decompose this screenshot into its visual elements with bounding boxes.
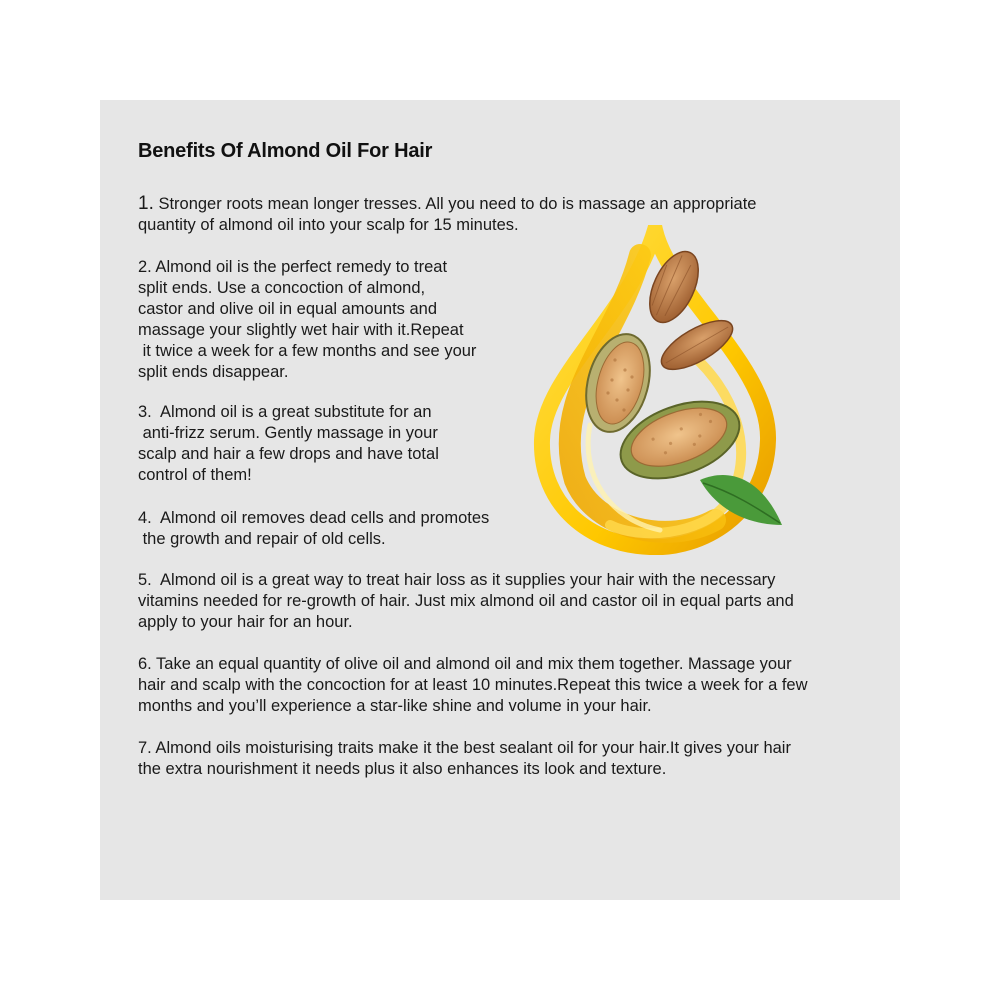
benefit-3: 3. Almond oil is a great substitute for an anti-frizz serum. Gently massage in your scalp and hair a few drops and have total control of them! (138, 403, 439, 484)
content-panel (100, 100, 900, 900)
benefit-6: 6. Take an equal quantity of olive oil and almond oil and mix them together. Massage your hair and scalp with the concoction for at least 10 minutes.Repeat this twice a week for a few months and you’ll experience a star-like shine and volume in your hair. (138, 655, 808, 715)
page-title: Benefits Of Almond Oil For Hair (138, 140, 433, 162)
benefit-7: 7. Almond oils moisturising traits make it the best sealant oil for your hair.It gives your hair the extra nourishment it needs plus it also enhances its look and texture. (138, 739, 791, 778)
benefit-2: 2. Almond oil is the perfect remedy to treat split ends. Use a concoction of almond, castor and olive oil in equal amounts and massage your slightly wet hair with it.Repeat it twice a week for a few months and see your split ends disappear. (138, 258, 477, 381)
almond-oil-drop-icon (520, 225, 790, 555)
benefit-5: 5. Almond oil is a great way to treat hair loss as it supplies your hair with the necessary vitamins needed for re-growth of hair. Just mix almond oil and castor oil in equal parts and apply to your hair for an hour. (138, 571, 794, 631)
benefit-1-text: Stronger roots mean longer tresses. All you need to do is massage an appropriate quantity of almond oil into your scalp for 15 minutes. (138, 195, 757, 234)
benefit-1-number: 1. (138, 193, 154, 214)
benefit-4: 4. Almond oil removes dead cells and promotes the growth and repair of old cells. (138, 509, 490, 548)
